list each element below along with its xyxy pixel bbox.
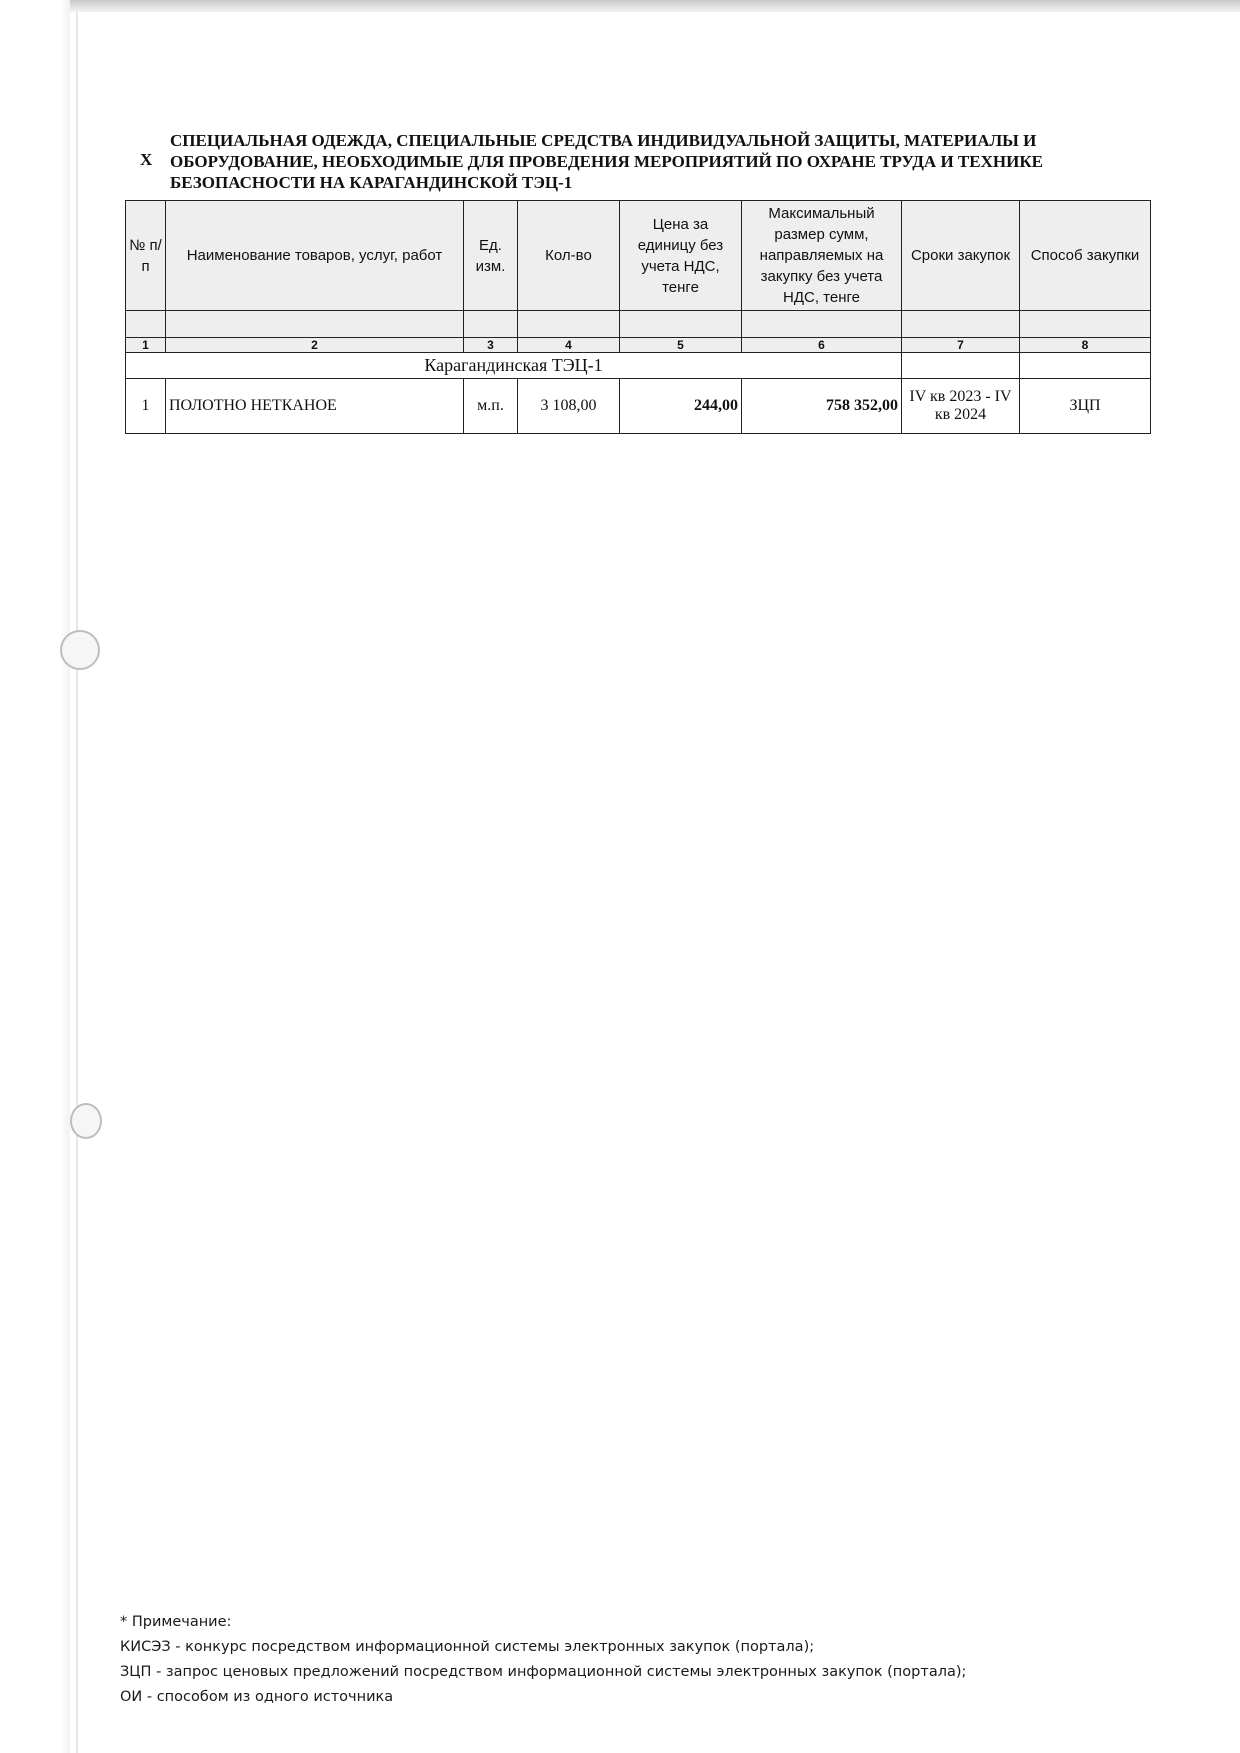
procurement-table <box>125 200 1151 434</box>
row-unit: м.п. <box>464 379 518 434</box>
column-number: 3 <box>464 338 518 353</box>
group-label: Карагандинская ТЭЦ-1 <box>126 353 902 379</box>
scan-edge-left <box>0 0 70 1753</box>
header-max-sum: Максимальный размер сумм, направляемых на закупку без учета НДС, тенге <box>742 201 902 311</box>
punch-hole <box>60 630 100 670</box>
row-number: 1 <box>126 379 166 434</box>
row-method: ЗЦП <box>1020 379 1151 434</box>
scan-edge-top <box>0 0 1240 12</box>
row-unit-price: 244,00 <box>620 379 742 434</box>
column-number: 6 <box>742 338 902 353</box>
table-row <box>126 379 1151 434</box>
note-line: ЗЦП - запрос ценовых предложений посредством информационной системы электронных закупок (портала); <box>120 1664 967 1680</box>
column-number: 2 <box>166 338 464 353</box>
group-row <box>126 353 1151 379</box>
header-period: Сроки закупок <box>902 201 1020 311</box>
column-number: 1 <box>126 338 166 353</box>
column-numbers-row <box>126 338 1151 353</box>
punch-hole <box>70 1103 102 1139</box>
column-number: 7 <box>902 338 1020 353</box>
table-header-row <box>126 201 1151 311</box>
header-unit: Ед. изм. <box>464 201 518 311</box>
note-line: КИСЭЗ - конкурс посредством информационной системы электронных закупок (портала); <box>120 1639 815 1655</box>
row-max-sum: 758 352,00 <box>742 379 902 434</box>
row-period: IV кв 2023 - IV кв 2024 <box>902 379 1020 434</box>
notes-title: * Примечание: <box>120 1614 232 1630</box>
header-name: Наименование товаров, услуг, работ <box>166 201 464 311</box>
note-line: ОИ - способом из одного источника <box>120 1689 394 1705</box>
column-number: 8 <box>1020 338 1151 353</box>
section-number: X <box>140 150 153 169</box>
header-quantity: Кол-во <box>518 201 620 311</box>
header-unit-price: Цена за единицу без учета НДС, тенге <box>620 201 742 311</box>
row-quantity: 3 108,00 <box>518 379 620 434</box>
header-method: Способ закупки <box>1020 201 1151 311</box>
column-number: 5 <box>620 338 742 353</box>
section-title: СПЕЦИАЛЬНАЯ ОДЕЖДА, СПЕЦИАЛЬНЫЕ СРЕДСТВА ИНДИВИДУАЛЬНОЙ ЗАЩИТЫ, МАТЕРИАЛЫ И ОБОРУДОВАНИЕ, НЕОБХОДИМЫЕ ДЛЯ ПРОВЕДЕНИЯ МЕРОПРИЯТИЙ ПО ОХРАНЕ ТРУДА И ТЕХНИКЕ БЕЗОПАСНОСТИ НА КАРАГАНДИНСКОЙ ТЭЦ-1 <box>170 131 1044 192</box>
column-number: 4 <box>518 338 620 353</box>
binder-line <box>76 12 78 1753</box>
notes-block <box>120 1610 1200 1710</box>
table-spacer-row <box>126 311 1151 338</box>
row-item-name: ПОЛОТНО НЕТКАНОЕ <box>166 379 464 434</box>
header-number: № п/п <box>126 201 166 311</box>
